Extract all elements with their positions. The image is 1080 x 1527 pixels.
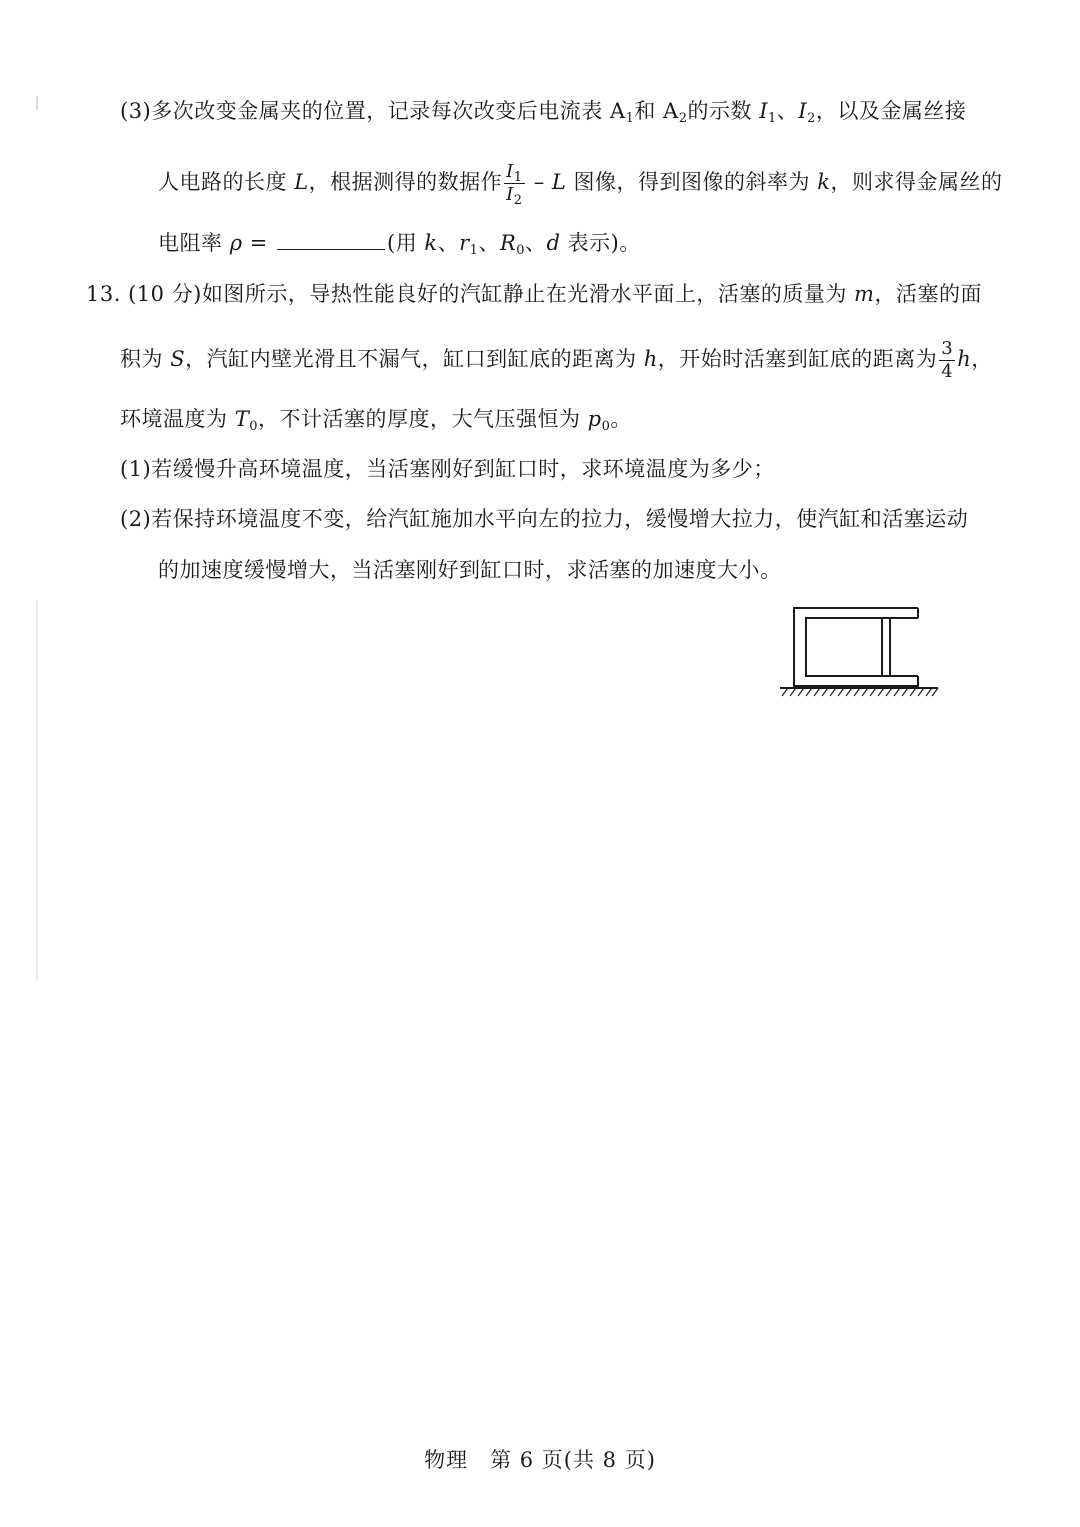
q13-part2-line1: (2)若保持环境温度不变，给汽缸施加水平向左的拉力，缓慢增大拉力，使汽缸和活塞运动 bbox=[120, 507, 969, 531]
cylinder-outer-wall bbox=[794, 608, 918, 686]
cylinder-inner-wall bbox=[806, 618, 918, 676]
q13-line2: 积为 S，汽缸内壁光滑且不漏气，缸口到缸底的距离为 h，开始时活塞到缸底的距离为 $\frac{3}{4}$ h， bbox=[120, 338, 993, 382]
q12-part3-line1: (3)多次改变金属夹的位置，记录每次改变后电流表 $A_1$和 $A_2$的示数 $I_1$、$I_2$，以及金属丝接 bbox=[120, 99, 967, 126]
q13-line1: 13. (10 分)如图所示，导热性能良好的汽缸静止在光滑水平面上，活塞的质量为 m，活塞的面 bbox=[86, 282, 982, 306]
q13-part1: (1)若缓慢升高环境温度，当活塞刚好到缸口时，求环境温度为多少； bbox=[120, 457, 775, 481]
ratio-fraction: $\frac{I_1}{I_2}$ bbox=[506, 161, 523, 208]
scan-mark bbox=[36, 96, 38, 110]
scan-mark bbox=[36, 600, 38, 980]
ground-hatching bbox=[782, 688, 938, 696]
three-quarters-fraction: $\frac{3}{4}$ bbox=[941, 338, 954, 382]
q12-part3-line3: 电阻率 ρ = (用 k、$r_1$、$R_0$、d 表示)。 bbox=[158, 231, 641, 258]
q12-part3-line2: 人电路的长度 L，根据测得的数据作 $\frac{I_1}{I_2}$ – L 图像，得到图像的斜率为 k，则求得金属丝的 bbox=[158, 161, 1003, 208]
q13-line3: 环境温度为 $T_0$，不计活塞的厚度，大气压强恒为 $p_0$。 bbox=[120, 407, 632, 434]
q13-part2-line2: 的加速度缓慢增大，当活塞刚好到缸口时，求活塞的加速度大小。 bbox=[158, 558, 782, 582]
cylinder-piston-figure bbox=[778, 604, 942, 700]
page-footer: 物理 第 6 页(共 8 页) bbox=[424, 1448, 656, 1472]
answer-blank[interactable] bbox=[277, 229, 385, 250]
